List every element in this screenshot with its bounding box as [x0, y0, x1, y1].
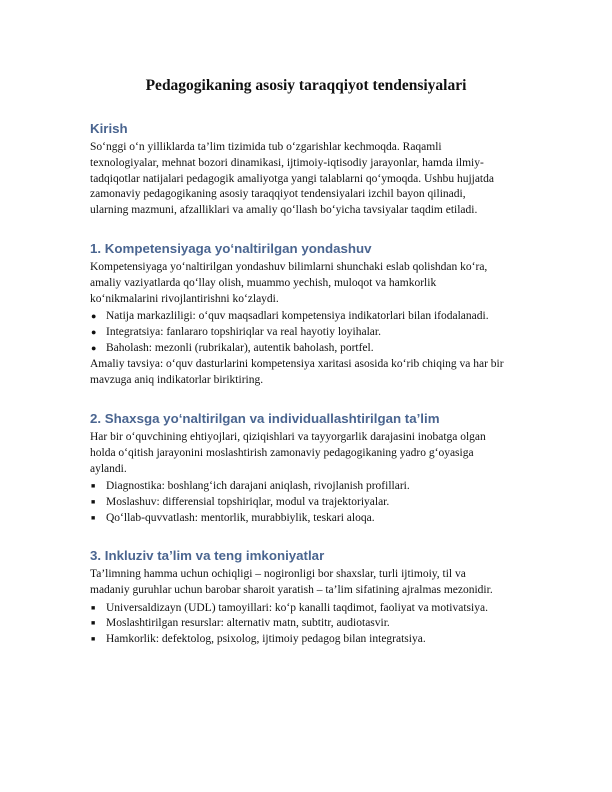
bullet-square-icon: ■ — [91, 498, 96, 507]
section-inclusive — [90, 547, 530, 648]
paragraph-line: Har bir o‘quvchining ehtiyojlari, qiziqishlari va tayyorgarlik darajasini inobatga olgan — [90, 431, 486, 443]
list-item-text: Universaldizayn (UDL) tamoyillari: ko‘p kanalli taqdimot, faoliyat va motivatsiya. — [106, 601, 488, 614]
list-item-text: Baholash: mezonli (rubrikalar), autentik baholash, portfel. — [106, 341, 374, 354]
list-item-text: Moslashtirilgan resurslar: alternativ matn, subtitr, audiotasvir. — [106, 617, 390, 630]
recommendation-paragraph — [90, 357, 530, 389]
section-heading: 2. Shaxsga yo‘naltirilgan va individuallashtirilgan ta’lim — [90, 411, 440, 426]
paragraph-line: Kompetensiyaga yo‘naltirilgan yondashuv bilimlarni shunchaki eslab qolishdan ko‘ra, — [90, 261, 488, 273]
section-heading: 1. Kompetensiyaga yo‘naltirilgan yondashuv — [90, 241, 372, 256]
list-item-text: Natija markazliligi: o‘quv maqsadlari kompetensiya indikatorlari bilan ifodalanadi. — [106, 310, 489, 323]
section-heading: 3. Inkluziv ta’lim va teng imkoniyatlar — [90, 548, 325, 563]
paragraph-line: ularning mazmuni, afzalliklari va amaliy qo‘llash bo‘yicha tavsiyalar taqdim etiladi. — [90, 204, 478, 217]
list-item — [90, 479, 530, 495]
list-item-text: Hamkorlik: defektolog, psixolog, ijtimoiy pedagog bilan integratsiya. — [106, 633, 426, 646]
paragraph-line: Ta’limning hamma uchun ochiqligi – nogironligi bor shaxslar, turli ijtimoiy, til va — [90, 568, 466, 580]
intro-paragraph — [90, 140, 530, 219]
paragraph-line: aylandi. — [90, 462, 127, 475]
section-competency — [90, 240, 530, 388]
bullet-square-icon: ■ — [91, 619, 96, 628]
paragraph-line: amaliy vaziyatlarda qo‘llay olish, muammo yechish, muloqot va hamkorlik — [90, 276, 437, 289]
list-item — [90, 601, 530, 617]
paragraph-line: madaniy guruhlar uchun barobar sharoit yaratish – ta’lim sifatining ajralmas mezonidir. — [90, 583, 493, 596]
list-item-text: Integratsiya: fanlararo topshiriqlar va real hayotiy loyihalar. — [106, 326, 381, 339]
bullet-square-icon: ■ — [91, 513, 96, 522]
intro-section — [90, 120, 530, 219]
paragraph-line: So‘nggi o‘n yilliklarda ta’lim tizimida tub o‘zgarishlar kechmoqda. Raqamli — [90, 141, 442, 153]
list-item-text: Qo‘llab-quvvatlash: mentorlik, murabbiylik, teskari aloqa. — [106, 511, 375, 524]
section-personalized — [90, 410, 530, 527]
bullet-square-icon: ■ — [91, 635, 96, 644]
section-paragraph — [90, 260, 530, 307]
paragraph-line: ko‘nikmalarini rivojlantirishni ko‘zlaydi. — [90, 292, 279, 305]
list-item — [90, 632, 530, 648]
list-item — [90, 495, 530, 511]
paragraph-line: holda o‘qitish jarayonini moslashtirish zamonaviy pedagogikaning yadro g‘oyasiga — [90, 446, 474, 459]
paragraph-line: Amaliy tavsiya: o‘quv dasturlarini kompetensiya xaritasi asosida ko‘rib chiqing va har bir — [90, 357, 504, 370]
bullet-list — [90, 479, 530, 526]
section-paragraph — [90, 430, 530, 477]
bullet-square-icon: ■ — [91, 482, 96, 491]
list-item-text: Diagnostika: boshlang‘ich darajani aniqlash, rivojlanish profillari. — [106, 480, 410, 493]
list-item — [90, 616, 530, 632]
section-paragraph — [90, 567, 530, 599]
bullet-dot-icon: ● — [91, 342, 97, 353]
list-item — [90, 511, 530, 527]
paragraph-line: zamonaviy pedagogikaning asosiy taraqqiyot tendensiyalari izchil bayon qilinadi, — [90, 188, 466, 201]
paragraph-line: texnologiyalar, mehnat bozori dinamikasi, ijtimoiy-iqtisodiy jarayonlar, hamda ilmiy- — [90, 156, 484, 169]
bullet-dot-icon: ● — [91, 311, 97, 322]
bullet-dot-icon: ● — [91, 327, 97, 338]
intro-heading: Kirish — [90, 121, 128, 136]
paragraph-line: tadqiqotlar natijalari pedagogik amaliyotga yangi talablarni qo‘ymoqda. Ushbu hujjatda — [90, 172, 494, 185]
list-item — [90, 325, 530, 341]
bullet-list — [90, 309, 530, 356]
document-title: Pedagogikaning asosiy taraqqiyot tendensiyalari — [145, 77, 467, 94]
list-item-text: Moslashuv: differensial topshiriqlar, modul va trajektoriyalar. — [106, 496, 390, 509]
list-item — [90, 341, 530, 357]
bullet-list — [90, 601, 530, 648]
bullet-square-icon: ■ — [91, 603, 96, 612]
list-item — [90, 309, 530, 325]
paragraph-line: mavzuga aniq indikatorlar biriktiring. — [90, 373, 264, 386]
